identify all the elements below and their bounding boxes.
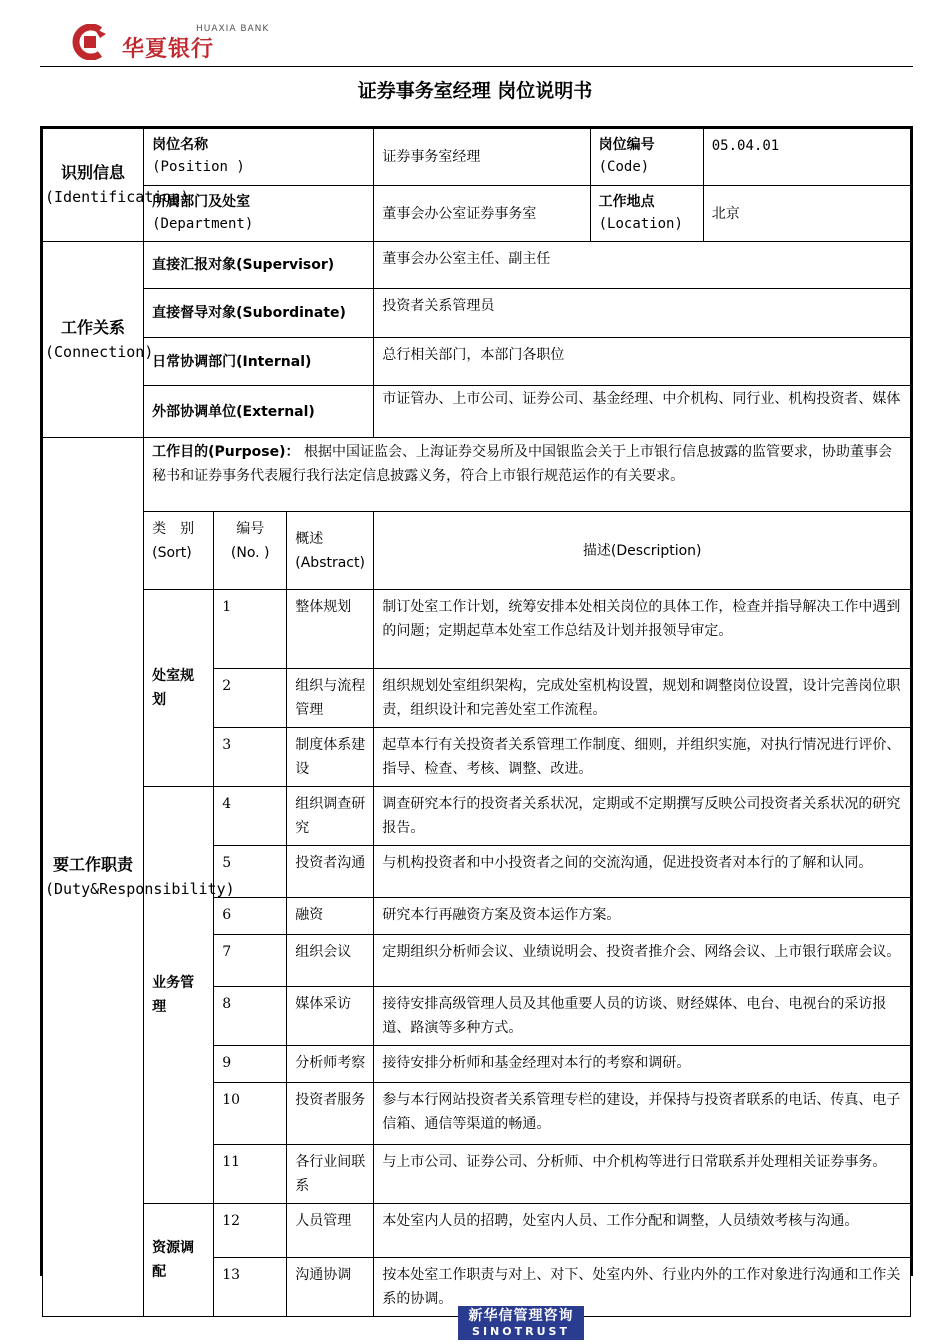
- item-no: 2: [214, 669, 287, 728]
- item-no: 9: [214, 1046, 287, 1083]
- page-title: 证券事务室经理 岗位说明书: [357, 80, 593, 102]
- item-abstract: 投资者服务: [287, 1083, 374, 1145]
- section-connection: 工作关系 (Connection): [43, 242, 144, 438]
- item-no: 12: [214, 1204, 287, 1258]
- item-description: 参与本行网站投资者关系管理专栏的建设，并保持与投资者联系的电话、传真、电子信箱、通信等渠道的畅通。: [374, 1083, 911, 1145]
- purpose-label: 工作目的(Purpose)：: [152, 444, 300, 460]
- logo-chinese: 华夏银行: [122, 37, 215, 62]
- item-description: 起草本行有关投资者关系管理工作制度、细则，并组织实施，对执行情况进行评价、指导、检查、考核、调整、改进。: [374, 728, 911, 787]
- item-description: 与机构投资者和中小投资者之间的交流沟通，促进投资者对本行的了解和认同。: [374, 846, 911, 898]
- external-label: 外部协调单位(External): [144, 386, 374, 438]
- item-no: 3: [214, 728, 287, 787]
- subordinate-value: 投资者关系管理员: [374, 289, 911, 338]
- item-description: 接待安排高级管理人员及其他重要人员的访谈、财经媒体、电台、电视台的采访报道、路演等多种方式。: [374, 987, 911, 1046]
- purpose-text: 根据中国证监会、上海证券交易所及中国银监会关于上市银行信息披露的监管要求，协助董事会秘书和证券事务代表履行我行法定信息披露义务，符合上市银行规范运作的有关要求。: [152, 444, 892, 484]
- code-value: 05.04.01: [703, 129, 910, 186]
- location-label: 工作地点 (Location): [590, 186, 703, 242]
- item-no: 4: [214, 787, 287, 846]
- item-abstract: 融资: [287, 898, 374, 935]
- external-value: 市证管办、上市公司、证券公司、基金经理、中介机构、同行业、机构投资者、媒体: [374, 386, 911, 438]
- item-abstract: 制度体系建设: [287, 728, 374, 787]
- item-no: 8: [214, 987, 287, 1046]
- sinotrust-logo: [458, 1306, 584, 1340]
- item-abstract: 人员管理: [287, 1204, 374, 1258]
- bank-header: [70, 22, 370, 62]
- item-no: 5: [214, 846, 287, 898]
- item-abstract: 组织调查研究: [287, 787, 374, 846]
- header-abstract: 概述(Abstract): [287, 512, 374, 590]
- item-no: 7: [214, 935, 287, 987]
- code-label: 岗位编号 (Code): [590, 129, 703, 186]
- header-sort: 类 别 (Sort): [144, 512, 214, 590]
- header-divider: [40, 66, 913, 67]
- internal-value: 总行相关部门，本部门各职位: [374, 338, 911, 386]
- item-description: 研究本行再融资方案及资本运作方案。: [374, 898, 911, 935]
- huaxia-logo-icon: [70, 24, 110, 60]
- section-identification: 识别信息 (Identification): [43, 129, 144, 242]
- position-label: 岗位名称 (Position ): [144, 129, 374, 186]
- position-value: 证券事务室经理: [374, 129, 590, 186]
- item-description: 按本处室工作职责与对上、对下、处室内外、行业内外的工作对象进行沟通和工作关系的协调。: [374, 1258, 911, 1317]
- item-description: 组织规划处室组织架构，完成处室机构设置，规划和调整岗位设置，设计完善岗位职责，组织设计和完善处室工作流程。: [374, 669, 911, 728]
- item-description: 与上市公司、证券公司、分析师、中介机构等进行日常联系并处理相关证券事务。: [374, 1145, 911, 1204]
- header-no: 编号 (No. ): [214, 512, 287, 590]
- sort-planning: 处室规划: [144, 590, 214, 787]
- footer-cn: 新华信管理咨询: [468, 1308, 574, 1324]
- item-abstract: 沟通协调: [287, 1258, 374, 1317]
- item-abstract: 各行业间联系: [287, 1145, 374, 1204]
- logo-english: HUAXIA BANK: [196, 24, 270, 34]
- item-abstract: 组织与流程管理: [287, 669, 374, 728]
- item-description: 本处室内人员的招聘，处室内人员、工作分配和调整，人员绩效考核与沟通。: [374, 1204, 911, 1258]
- item-description: 制订处室工作计划，统筹安排本处相关岗位的具体工作，检查并指导解决工作中遇到的问题；定期起草本处室工作总结及计划并报领导审定。: [374, 590, 911, 669]
- item-no: 1: [214, 590, 287, 669]
- item-description: 接待安排分析师和基金经理对本行的考察和调研。: [374, 1046, 911, 1083]
- item-description: 调查研究本行的投资者关系状况，定期或不定期撰写反映公司投资者关系状况的研究报告。: [374, 787, 911, 846]
- item-description: 定期组织分析师会议、业绩说明会、投资者推介会、网络会议、上市银行联席会议。: [374, 935, 911, 987]
- header-description: 描述(Description): [374, 512, 911, 590]
- internal-label: 日常协调部门(Internal): [144, 338, 374, 386]
- purpose-row: [144, 438, 911, 512]
- sort-business: 业务管理: [144, 787, 214, 1204]
- item-no: 10: [214, 1083, 287, 1145]
- subordinate-label: 直接督导对象(Subordinate): [144, 289, 374, 338]
- item-abstract: 分析师考察: [287, 1046, 374, 1083]
- section-duty: 要工作职责 (Duty&Responsibility): [43, 438, 144, 1317]
- sort-resource: 资源调配: [144, 1204, 214, 1317]
- item-abstract: 投资者沟通: [287, 846, 374, 898]
- department-label: 所属部门及处室 (Department): [144, 186, 374, 242]
- item-abstract: 组织会议: [287, 935, 374, 987]
- supervisor-value: 董事会办公室主任、副主任: [374, 242, 911, 289]
- item-no: 11: [214, 1145, 287, 1204]
- footer-en: SINOTRUST: [472, 1325, 570, 1338]
- supervisor-label: 直接汇报对象(Supervisor): [144, 242, 374, 289]
- item-abstract: 整体规划: [287, 590, 374, 669]
- item-no: 6: [214, 898, 287, 935]
- location-value: 北京: [703, 186, 910, 242]
- job-description-table: [40, 126, 913, 1307]
- item-no: 13: [214, 1258, 287, 1317]
- department-value: 董事会办公室证券事务室: [374, 186, 590, 242]
- item-abstract: 媒体采访: [287, 987, 374, 1046]
